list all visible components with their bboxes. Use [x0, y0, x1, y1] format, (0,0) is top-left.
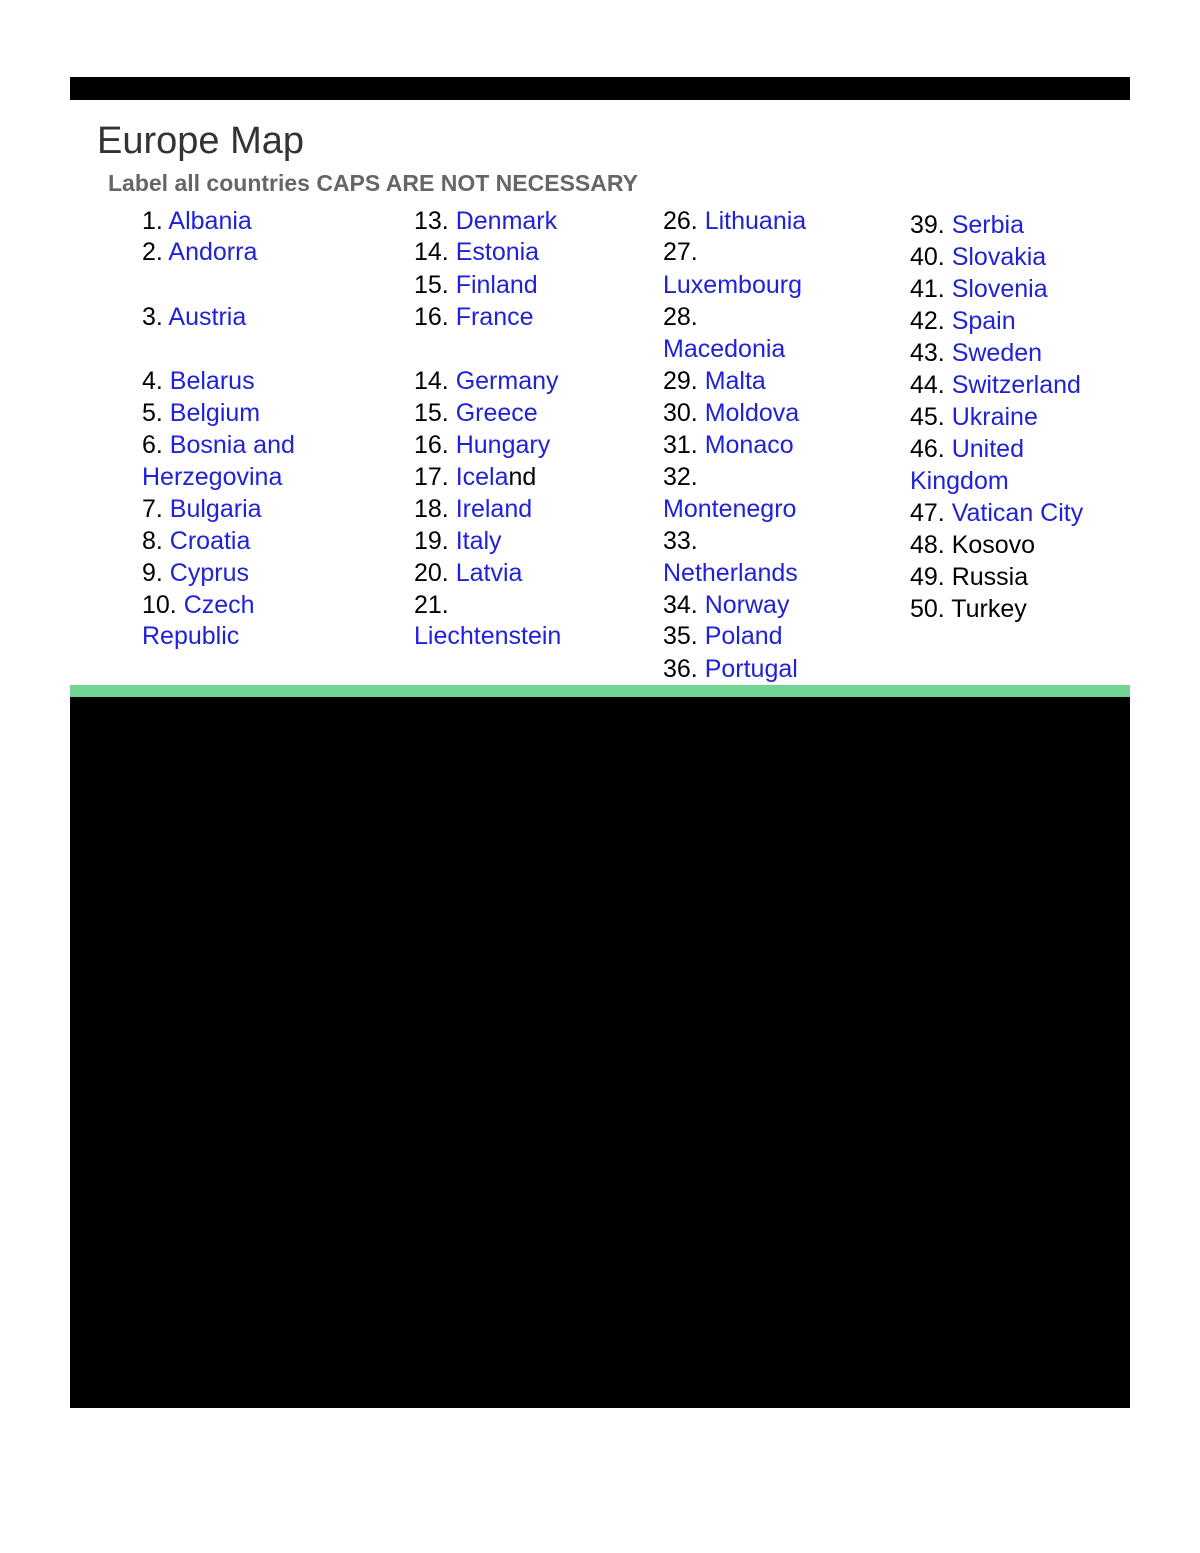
country-answer: Greece	[455, 399, 538, 427]
country-answer: Slovakia	[951, 243, 1047, 271]
item-number: 48.	[910, 531, 952, 559]
instructions-text: Label all countries CAPS ARE NOT NECESSARY	[108, 170, 638, 196]
list-item	[414, 526, 502, 556]
country-text: Turkey	[951, 595, 1027, 623]
item-number: 36.	[663, 655, 705, 683]
item-number: 15.	[414, 271, 456, 299]
item-number: 19.	[414, 527, 456, 555]
country-answer: United	[951, 435, 1024, 463]
item-number: 49.	[910, 563, 952, 591]
header-bar	[70, 77, 1130, 100]
list-item	[910, 306, 1016, 336]
country-answer: Netherlands	[663, 559, 798, 587]
country-answer: Andorra	[168, 238, 258, 266]
country-text: Russia	[951, 563, 1029, 591]
country-text: nd	[508, 463, 537, 491]
country-answer: Sweden	[951, 339, 1043, 367]
country-answer: Estonia	[455, 238, 540, 266]
list-item	[142, 237, 257, 267]
country-answer: Herzegovina	[142, 463, 283, 491]
list-item	[414, 462, 536, 492]
list-item	[663, 590, 789, 620]
page-title: Europe Map	[97, 120, 305, 162]
country-answer: Switzerland	[951, 371, 1081, 399]
list-item	[910, 562, 1028, 592]
country-answer: Denmark	[455, 207, 558, 235]
list-item	[910, 370, 1081, 400]
list-item	[663, 621, 783, 651]
country-answer: Albania	[168, 207, 252, 235]
list-item	[663, 430, 794, 460]
list-item	[663, 526, 698, 556]
country-answer: Croatia	[169, 527, 251, 555]
section-divider	[70, 685, 1130, 697]
country-answer: Latvia	[455, 559, 523, 587]
list-item	[142, 494, 262, 524]
list-item	[142, 590, 255, 620]
item-number: 14.	[414, 238, 456, 266]
list-item	[414, 558, 522, 588]
list-item	[414, 590, 449, 620]
item-number: 3.	[142, 303, 169, 331]
list-item	[142, 366, 255, 396]
item-number: 45.	[910, 403, 952, 431]
item-number: 4.	[142, 367, 170, 395]
item-number: 10.	[142, 591, 184, 619]
country-answer: Belarus	[169, 367, 255, 395]
list-item	[663, 334, 785, 364]
country-answer: Vatican City	[951, 499, 1084, 527]
country-answer: Italy	[455, 527, 502, 555]
list-item	[663, 654, 798, 684]
list-item	[663, 270, 802, 300]
list-item	[142, 558, 249, 588]
item-number: 9.	[142, 559, 170, 587]
list-item	[663, 237, 698, 267]
country-answer: Ukraine	[951, 403, 1038, 431]
country-answer: Hungary	[455, 431, 551, 459]
list-item	[414, 302, 534, 332]
list-item	[910, 242, 1046, 272]
list-item	[414, 366, 559, 396]
country-answer: Czech	[183, 591, 255, 619]
item-number: 7.	[142, 495, 170, 523]
list-item	[414, 398, 538, 428]
list-item	[414, 494, 532, 524]
country-answer: Republic	[142, 622, 240, 650]
item-number: 43.	[910, 339, 952, 367]
country-answer: Bosnia and	[169, 431, 295, 459]
country-answer: Finland	[455, 271, 538, 299]
country-text: Kosovo	[951, 531, 1036, 559]
list-item	[663, 494, 796, 524]
item-number: 15.	[414, 399, 456, 427]
list-item	[663, 302, 698, 332]
list-item	[414, 237, 539, 267]
list-item	[414, 621, 561, 651]
country-answer: Macedonia	[663, 335, 786, 363]
country-answer: Malta	[704, 367, 766, 395]
list-item	[663, 462, 698, 492]
list-item	[910, 530, 1035, 560]
country-answer: Liechtenstein	[414, 622, 562, 650]
item-number: 40.	[910, 243, 952, 271]
country-answer: Cyprus	[169, 559, 249, 587]
item-number: 30.	[663, 399, 705, 427]
europe-map-image	[70, 697, 1130, 1408]
country-answer: Poland	[704, 622, 783, 650]
item-number: 6.	[142, 431, 170, 459]
item-number: 16.	[414, 303, 456, 331]
item-number: 46.	[910, 435, 952, 463]
item-number: 26.	[663, 207, 705, 235]
country-answer: Spain	[951, 307, 1016, 335]
list-item	[663, 366, 766, 396]
list-item	[142, 621, 239, 651]
list-item	[910, 402, 1038, 432]
list-item	[142, 302, 246, 332]
list-item	[414, 206, 557, 236]
country-answer: Belgium	[169, 399, 261, 427]
list-item	[663, 206, 806, 236]
list-item	[910, 338, 1042, 368]
item-number: 41.	[910, 275, 952, 303]
item-number: 50.	[910, 595, 952, 623]
item-number: 16.	[414, 431, 456, 459]
item-number: 18.	[414, 495, 456, 523]
list-item	[910, 210, 1024, 240]
list-item	[910, 466, 1009, 496]
item-number: 5.	[142, 399, 170, 427]
country-answer: Bulgaria	[169, 495, 262, 523]
list-item	[142, 526, 250, 556]
item-number: 20.	[414, 559, 456, 587]
item-number: 2.	[142, 238, 169, 266]
item-number: 33.	[663, 527, 698, 555]
country-answer: Luxembourg	[663, 271, 802, 299]
list-item	[142, 398, 260, 428]
country-answer: Slovenia	[951, 275, 1048, 303]
country-answer: Kingdom	[910, 467, 1009, 495]
list-item	[414, 430, 550, 460]
item-number: 32.	[663, 463, 698, 491]
country-answer: Portugal	[704, 655, 798, 683]
list-item	[142, 462, 282, 492]
list-item	[663, 558, 798, 588]
country-answer: Icela	[455, 463, 509, 491]
list-item	[910, 498, 1083, 528]
country-answer: Monaco	[704, 431, 794, 459]
country-answer: Serbia	[951, 211, 1024, 239]
item-number: 42.	[910, 307, 952, 335]
list-item	[414, 270, 538, 300]
country-answer: Montenegro	[663, 495, 797, 523]
item-number: 21.	[414, 591, 449, 619]
item-number: 1.	[142, 207, 169, 235]
country-answer: Norway	[704, 591, 790, 619]
item-number: 39.	[910, 211, 952, 239]
item-number: 34.	[663, 591, 705, 619]
country-answer: Austria	[168, 303, 247, 331]
item-number: 14.	[414, 367, 456, 395]
item-number: 35.	[663, 622, 705, 650]
list-item	[910, 594, 1027, 624]
item-number: 28.	[663, 303, 698, 331]
item-number: 29.	[663, 367, 705, 395]
country-answer: Moldova	[704, 399, 800, 427]
country-answer: Ireland	[455, 495, 533, 523]
list-item	[142, 430, 295, 460]
list-item	[663, 398, 799, 428]
list-item	[910, 274, 1048, 304]
item-number: 27.	[663, 238, 698, 266]
country-answer: Germany	[455, 367, 559, 395]
country-answer: Lithuania	[704, 207, 807, 235]
list-item	[142, 206, 252, 236]
item-number: 13.	[414, 207, 456, 235]
item-number: 17.	[414, 463, 456, 491]
list-item	[910, 434, 1024, 464]
country-answer: France	[455, 303, 534, 331]
item-number: 31.	[663, 431, 705, 459]
item-number: 8.	[142, 527, 170, 555]
item-number: 47.	[910, 499, 952, 527]
item-number: 44.	[910, 371, 952, 399]
